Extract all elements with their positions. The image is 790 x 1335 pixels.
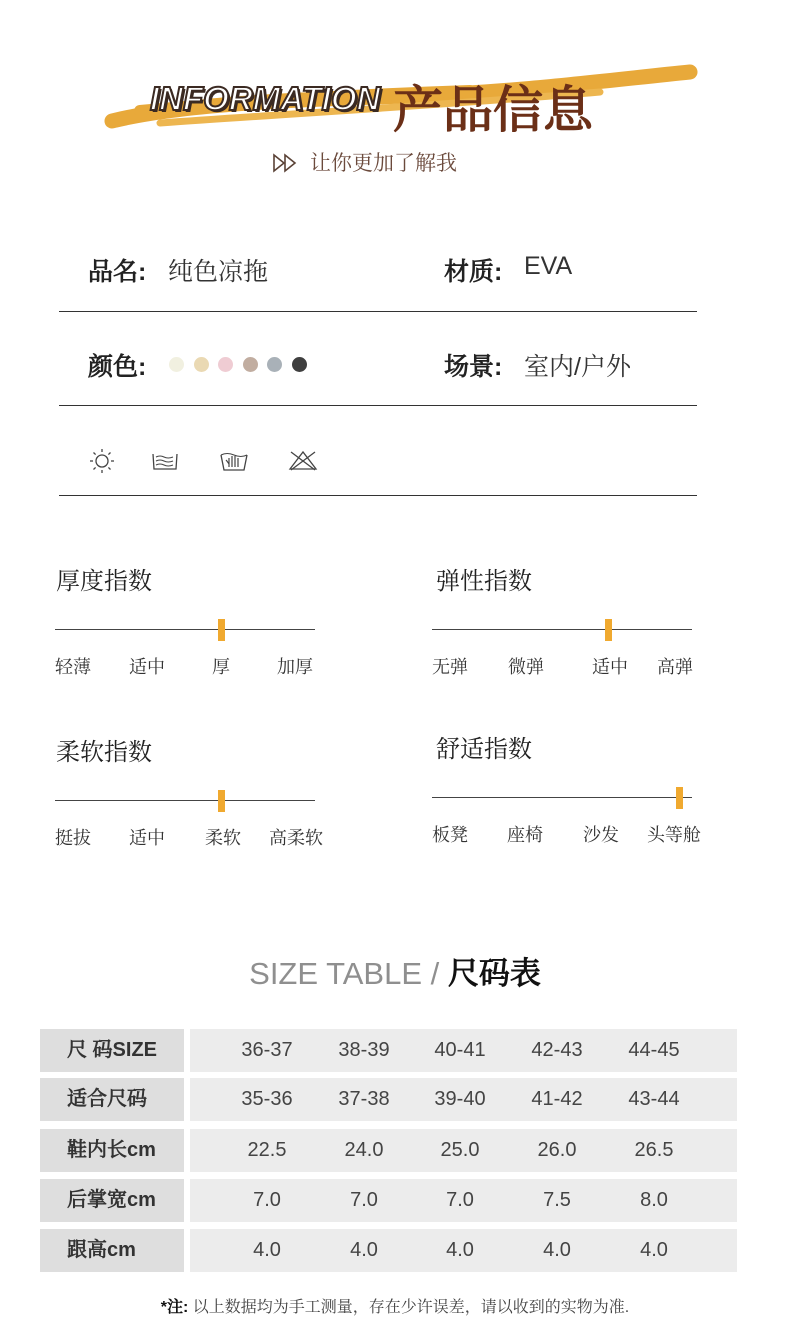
size-row-label: 后掌宽cm <box>40 1179 184 1222</box>
footnote-prefix: *注: <box>160 1299 189 1316</box>
thickness-label-3: 厚 <box>212 657 230 677</box>
elasticity-label-1: 无弹 <box>432 657 468 677</box>
elasticity-label-2: 微弹 <box>508 657 544 677</box>
scene-value: 室内/户外 <box>524 353 631 381</box>
comfort-index-title: 舒适指数 <box>436 736 532 763</box>
subtitle <box>272 147 457 177</box>
thickness-marker <box>218 619 225 641</box>
thickness-scale-line <box>55 629 315 630</box>
no-bleach-icon <box>288 448 318 474</box>
comfort-label-1: 板凳 <box>432 825 468 845</box>
size-cell: 43-44 <box>628 1088 680 1110</box>
size-cell: 38-39 <box>338 1039 390 1061</box>
size-row-label: 鞋内长cm <box>40 1129 184 1172</box>
color-swatch <box>218 357 233 372</box>
size-cell: 42-43 <box>531 1039 583 1061</box>
size-cell: 37-38 <box>338 1088 390 1110</box>
size-cell: 7.5 <box>543 1189 571 1211</box>
size-row-label: 跟高cm <box>40 1229 184 1272</box>
thickness-label-4: 加厚 <box>277 657 313 677</box>
softness-marker <box>218 790 225 812</box>
color-swatch <box>243 357 258 372</box>
size-cell: 7.0 <box>253 1189 281 1211</box>
softness-label-4: 高柔软 <box>269 828 323 848</box>
name-value: 纯色凉拖 <box>168 258 269 286</box>
softness-label-2: 适中 <box>129 828 165 848</box>
softness-label-3: 柔软 <box>205 828 241 848</box>
color-swatch <box>194 357 209 372</box>
size-cell: 7.0 <box>350 1189 378 1211</box>
size-cell: 8.0 <box>640 1189 668 1211</box>
title-english: INFORMATION <box>150 80 381 117</box>
color-swatch <box>169 357 184 372</box>
hand-wash-icon <box>151 448 179 474</box>
size-cell: 36-37 <box>241 1039 293 1061</box>
comfort-label-3: 沙发 <box>583 825 619 845</box>
subtitle-text: 让你更加了解我 <box>310 152 457 175</box>
size-cell: 26.0 <box>537 1139 577 1161</box>
footnote-text: 以上数据均为手工测量，存在少许误差，请以收到的实物为准. <box>192 1299 630 1316</box>
material-value: EVA <box>524 252 573 280</box>
material-label: 材质: <box>444 258 503 286</box>
elasticity-label-3: 适中 <box>592 657 628 677</box>
elasticity-scale-line <box>432 629 692 630</box>
size-cell: 4.0 <box>350 1239 378 1261</box>
comfort-label-2: 座椅 <box>507 825 543 845</box>
color-swatch <box>267 357 282 372</box>
size-table-title-zh: 尺码表 <box>447 956 541 991</box>
scene-label: 场景: <box>444 353 503 381</box>
thickness-label-2: 适中 <box>129 657 165 677</box>
thickness-label-1: 轻薄 <box>55 657 91 677</box>
color-swatch <box>292 357 307 372</box>
size-table-title <box>0 948 790 993</box>
divider <box>59 311 697 312</box>
comfort-marker <box>676 787 683 809</box>
size-cell: 4.0 <box>253 1239 281 1261</box>
size-cell: 4.0 <box>640 1239 668 1261</box>
size-cell: 7.0 <box>446 1189 474 1211</box>
color-label: 颜色: <box>88 353 147 381</box>
size-cell: 25.0 <box>440 1139 480 1161</box>
size-row-label: 尺 码SIZE <box>40 1029 184 1072</box>
size-cell: 35-36 <box>241 1088 293 1110</box>
size-cell: 22.5 <box>247 1139 287 1161</box>
elasticity-label-4: 高弹 <box>657 657 693 677</box>
elasticity-marker <box>605 619 612 641</box>
size-cell: 40-41 <box>434 1039 486 1061</box>
size-cell: 26.5 <box>634 1139 674 1161</box>
name-label: 品名: <box>88 258 147 286</box>
title-chinese: 产品信息 <box>393 81 593 139</box>
size-table-title-en: SIZE TABLE / <box>249 956 448 991</box>
hand-wash-basin-icon <box>219 448 249 474</box>
elasticity-index-title: 弹性指数 <box>436 568 532 595</box>
size-cell: 24.0 <box>344 1139 384 1161</box>
divider <box>59 495 697 496</box>
size-cell: 4.0 <box>446 1239 474 1261</box>
footnote <box>0 1294 790 1317</box>
sun-dry-icon <box>89 448 115 474</box>
softness-label-1: 挺拔 <box>55 828 91 848</box>
divider <box>59 405 697 406</box>
thickness-index-title: 厚度指数 <box>56 568 152 595</box>
softness-scale-line <box>55 800 315 801</box>
size-cell: 41-42 <box>531 1088 583 1110</box>
softness-index-title: 柔软指数 <box>56 739 152 766</box>
size-cell: 44-45 <box>628 1039 680 1061</box>
size-row-label: 适合尺码 <box>40 1078 184 1121</box>
size-cell: 4.0 <box>543 1239 571 1261</box>
size-cell: 39-40 <box>434 1088 486 1110</box>
comfort-scale-line <box>432 797 692 798</box>
double-play-icon <box>272 153 302 173</box>
comfort-label-4: 头等舱 <box>647 825 701 845</box>
